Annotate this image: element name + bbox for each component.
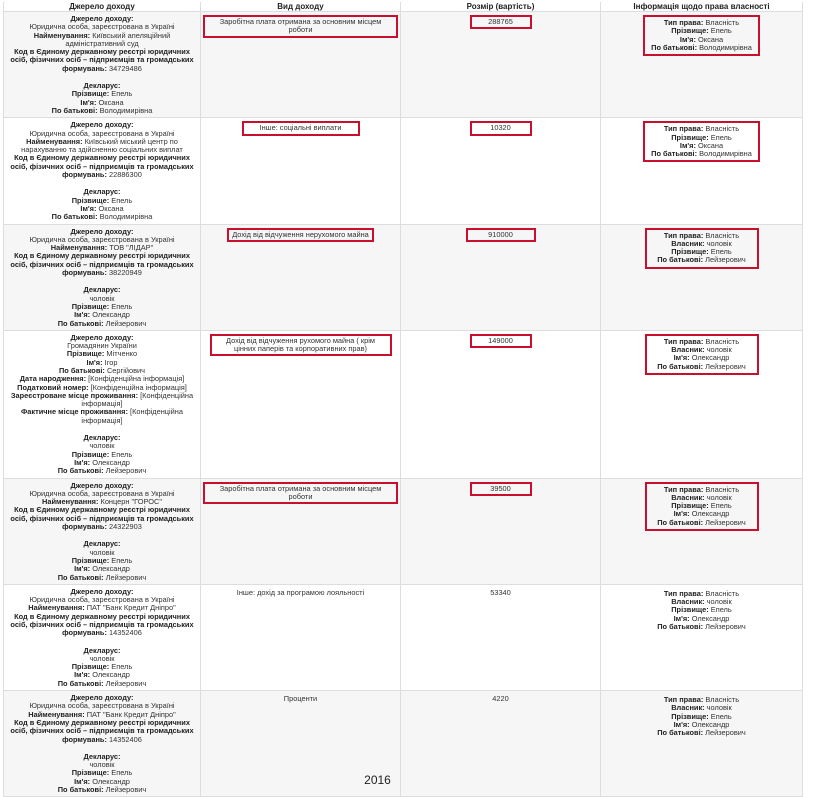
source-cell: Джерело доходу: Юридична особа, зареєстрована в Україні Найменування: Київський апеляційний адміністративний суд Код в Єдиному державному реєстрі юридичних осіб, фізичних осіб – підприємців та громадських формувань: 34729486 Декларус: Прізвище: Епель Ім'я: Оксана По батькові: Володимирівна xyxy=(4,12,201,118)
source-cell: Джерело доходу: Юридична особа, зареєстрована в Україні Найменування: ТОВ "ЛІДАР" Код в Єдиному державному реєстрі юридичних осіб, фізичних осіб – підприємців та громадських формувань: 38220949 Декларус: чоловік Прізвище: Епель Ім'я: Олександр По батькові: Лейзерович xyxy=(4,224,201,330)
income-type-cell xyxy=(201,12,401,118)
highlight-box: Тип права: Власність Власник: чоловік Ім'я: Олександр По батькові: Лейзерович xyxy=(645,334,759,375)
amount-cell xyxy=(401,584,601,690)
highlight-box: Дохід від відчуження нерухомого майна xyxy=(227,228,374,242)
highlight-box: Інше: соціальні виплати xyxy=(242,121,360,135)
source-cell: Джерело доходу: Юридична особа, зареєстрована в Україні Найменування: Київський міський центр по нарахуванню та здійсненню соціальних виплат Код в Єдиному державному реєстрі юридичних осіб, фізичних осіб – підприємців та громадських формувань: 22886300 Декларус: Прізвище: Епель Ім'я: Оксана По батькові: Володимирівна xyxy=(4,118,201,224)
table-header xyxy=(4,2,803,12)
income-table xyxy=(3,2,803,797)
highlight-box: 910000 xyxy=(466,228,536,242)
ownership-cell xyxy=(601,330,803,478)
highlight-box: 10320 xyxy=(470,121,532,135)
income-type-cell xyxy=(201,118,401,224)
ownership-cell xyxy=(601,12,803,118)
header-source: Джерело доходу xyxy=(4,2,201,12)
amount-text: 53340 xyxy=(490,587,511,597)
highlight-box: Тип права: Власність Власник: чоловік Прізвище: Епель Ім'я: Олександр По батькові: Лейзерович xyxy=(645,482,759,531)
income-type-cell xyxy=(201,478,401,584)
income-type-text: Інше: дохід за програмою лояльності xyxy=(236,587,365,597)
amount-cell xyxy=(401,12,601,118)
header-amount: Розмір (вартість) xyxy=(401,2,601,12)
highlight-box: Заробітна плата отримана за основним місцем роботи xyxy=(203,15,398,38)
income-type-cell xyxy=(201,330,401,478)
highlight-box: Заробітна плата отримана за основним місцем роботи xyxy=(203,482,398,505)
year-caption: 2016 xyxy=(364,773,391,787)
table-row xyxy=(4,584,803,690)
ownership-info: Тип права: Власність Власник: чоловік Прізвище: Епель Ім'я: Олександр По батькові: Лейзерович xyxy=(657,588,746,631)
highlight-box: Дохід від відчуження рухомого майна ( крім цінних паперів та корпоративних прав) xyxy=(210,334,392,357)
highlight-box: 149000 xyxy=(470,334,532,348)
highlight-box: 39500 xyxy=(470,482,532,496)
amount-cell xyxy=(401,330,601,478)
income-type-cell xyxy=(201,584,401,690)
table-row xyxy=(4,478,803,584)
amount-cell xyxy=(401,478,601,584)
table-row xyxy=(4,330,803,478)
source-cell: Джерело доходу: Юридична особа, зареєстрована в Україні Найменування: Концерн "ГОРОС" Код в Єдиному державному реєстрі юридичних осіб, фізичних осіб – підприємців та громадських формувань: 24322903 Декларус: чоловік Прізвище: Епель Ім'я: Олександр По батькові: Лейзерович xyxy=(4,478,201,584)
amount-cell xyxy=(401,224,601,330)
ownership-info: Тип права: Власність Власник: чоловік Прізвище: Епель Ім'я: Олександр По батькові: Лейзерович xyxy=(657,695,746,738)
highlight-box: Тип права: Власність Прізвище: Епель Ім'я: Оксана По батькові: Володимирівна xyxy=(643,121,760,162)
ownership-cell xyxy=(601,478,803,584)
header-ownership: Інформація щодо права власності xyxy=(601,2,803,12)
income-type-text: Проценти xyxy=(283,694,318,704)
amount-text: 4220 xyxy=(492,694,509,704)
table-row xyxy=(4,118,803,224)
source-cell: Джерело доходу: Юридична особа, зареєстрована в Україні Найменування: ПАТ "Банк Кредит Дніпро" Код в Єдиному державному реєстрі юридичних осіб, фізичних осіб – підприємців та громадських формувань: 14352406 Декларус: чоловік Прізвище: Епель Ім'я: Олександр По батькові: Лейзерович xyxy=(4,691,201,797)
table-row xyxy=(4,12,803,118)
ownership-cell xyxy=(601,224,803,330)
source-cell: Джерело доходу: Громадянин України Прізвище: Мітченко Ім'я: Ігор По батькові: Сергійович Дата народження: [Конфіденційна інформація] Податковий номер: [Конфіденційна інформація] Зареєстроване місце проживання: [Конфіденційна інформація] Фактичне місце проживання: [Конфіденційна інформація] Декларус: чоловік Прізвище: Епель Ім'я: Олександр По батькові: Лейзерович xyxy=(4,330,201,478)
ownership-cell xyxy=(601,584,803,690)
income-type-cell xyxy=(201,224,401,330)
header-income-type: Вид доходу xyxy=(201,2,401,12)
source-cell: Джерело доходу: Юридична особа, зареєстрована в Україні Найменування: ПАТ "Банк Кредит Дніпро" Код в Єдиному державному реєстрі юридичних осіб, фізичних осіб – підприємців та громадських формувань: 14352406 Декларус: чоловік Прізвище: Епель Ім'я: Олександр По батькові: Лейзерович xyxy=(4,584,201,690)
ownership-cell xyxy=(601,118,803,224)
highlight-box: Тип права: Власність Власник: чоловік Прізвище: Епель По батькові: Лейзерович xyxy=(645,228,759,269)
amount-cell xyxy=(401,118,601,224)
highlight-box: 288765 xyxy=(470,15,532,29)
highlight-box: Тип права: Власність Прізвище: Епель Ім'я: Оксана По батькові: Володимирівна xyxy=(643,15,760,56)
table-row xyxy=(4,224,803,330)
